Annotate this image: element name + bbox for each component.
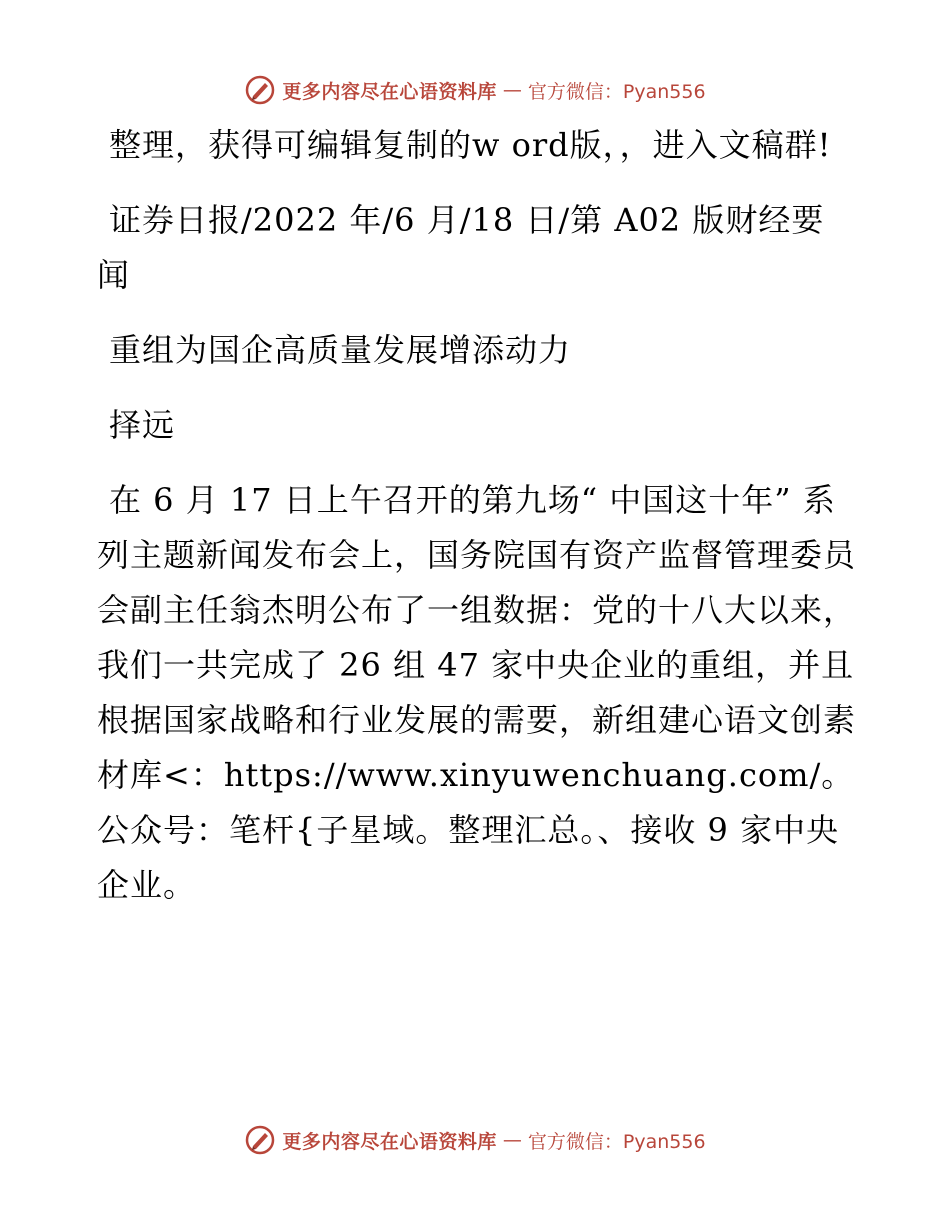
- paragraph-source-text: 证券日报/2022 年/6 月/18 日/第 A02 版财经要闻: [97, 201, 825, 294]
- footer-banner-group: [244, 1124, 705, 1156]
- footer-wechat-text: 官方微信：Pyan556: [527, 1130, 706, 1153]
- paragraph-intro-text: 整理，获得可编辑复制的w ord版，，进入文稿群!: [109, 126, 832, 164]
- footer-banner-text: 更多内容尽在心语资料库: [282, 1130, 497, 1153]
- article-author: [97, 398, 857, 453]
- footer-banner-dash: —: [502, 1129, 522, 1151]
- paragraph-source: [97, 193, 857, 303]
- header-banner-group: [244, 74, 705, 106]
- header-wechat-text: 官方微信：Pyan556: [527, 80, 706, 103]
- pen-logo-icon: [244, 1124, 276, 1156]
- page-footer-banner: [0, 1120, 950, 1160]
- document-body: [97, 118, 857, 933]
- article-author-text: 择远: [109, 406, 176, 444]
- header-banner-text: 更多内容尽在心语资料库: [282, 80, 497, 103]
- paragraph-intro: [97, 118, 857, 173]
- pen-logo-icon: [244, 74, 276, 106]
- page-header-banner: [0, 70, 950, 110]
- paragraph-body: [97, 473, 857, 913]
- article-title-text: 重组为国企高质量发展增添动力: [109, 331, 572, 369]
- paragraph-body-text: 在 6 月 17 日上午召开的第九场“ 中国这十年” 系列主题新闻发布会上，国务院国有资产监督管理委员会副主任翁杰明公布了一组数据：党的十八大以来，我们一共完成了 26 组 47 家中央企业的重组，并且根据国家战略和行业发展的需要，新组建心语文创素材库<：https://www.xinyuwenchuang.com/。公众号：笔杆{子星域。整理汇总。、接收 9 家中央企业。: [97, 481, 857, 904]
- article-title: [97, 323, 857, 378]
- header-banner-dash: —: [502, 79, 522, 101]
